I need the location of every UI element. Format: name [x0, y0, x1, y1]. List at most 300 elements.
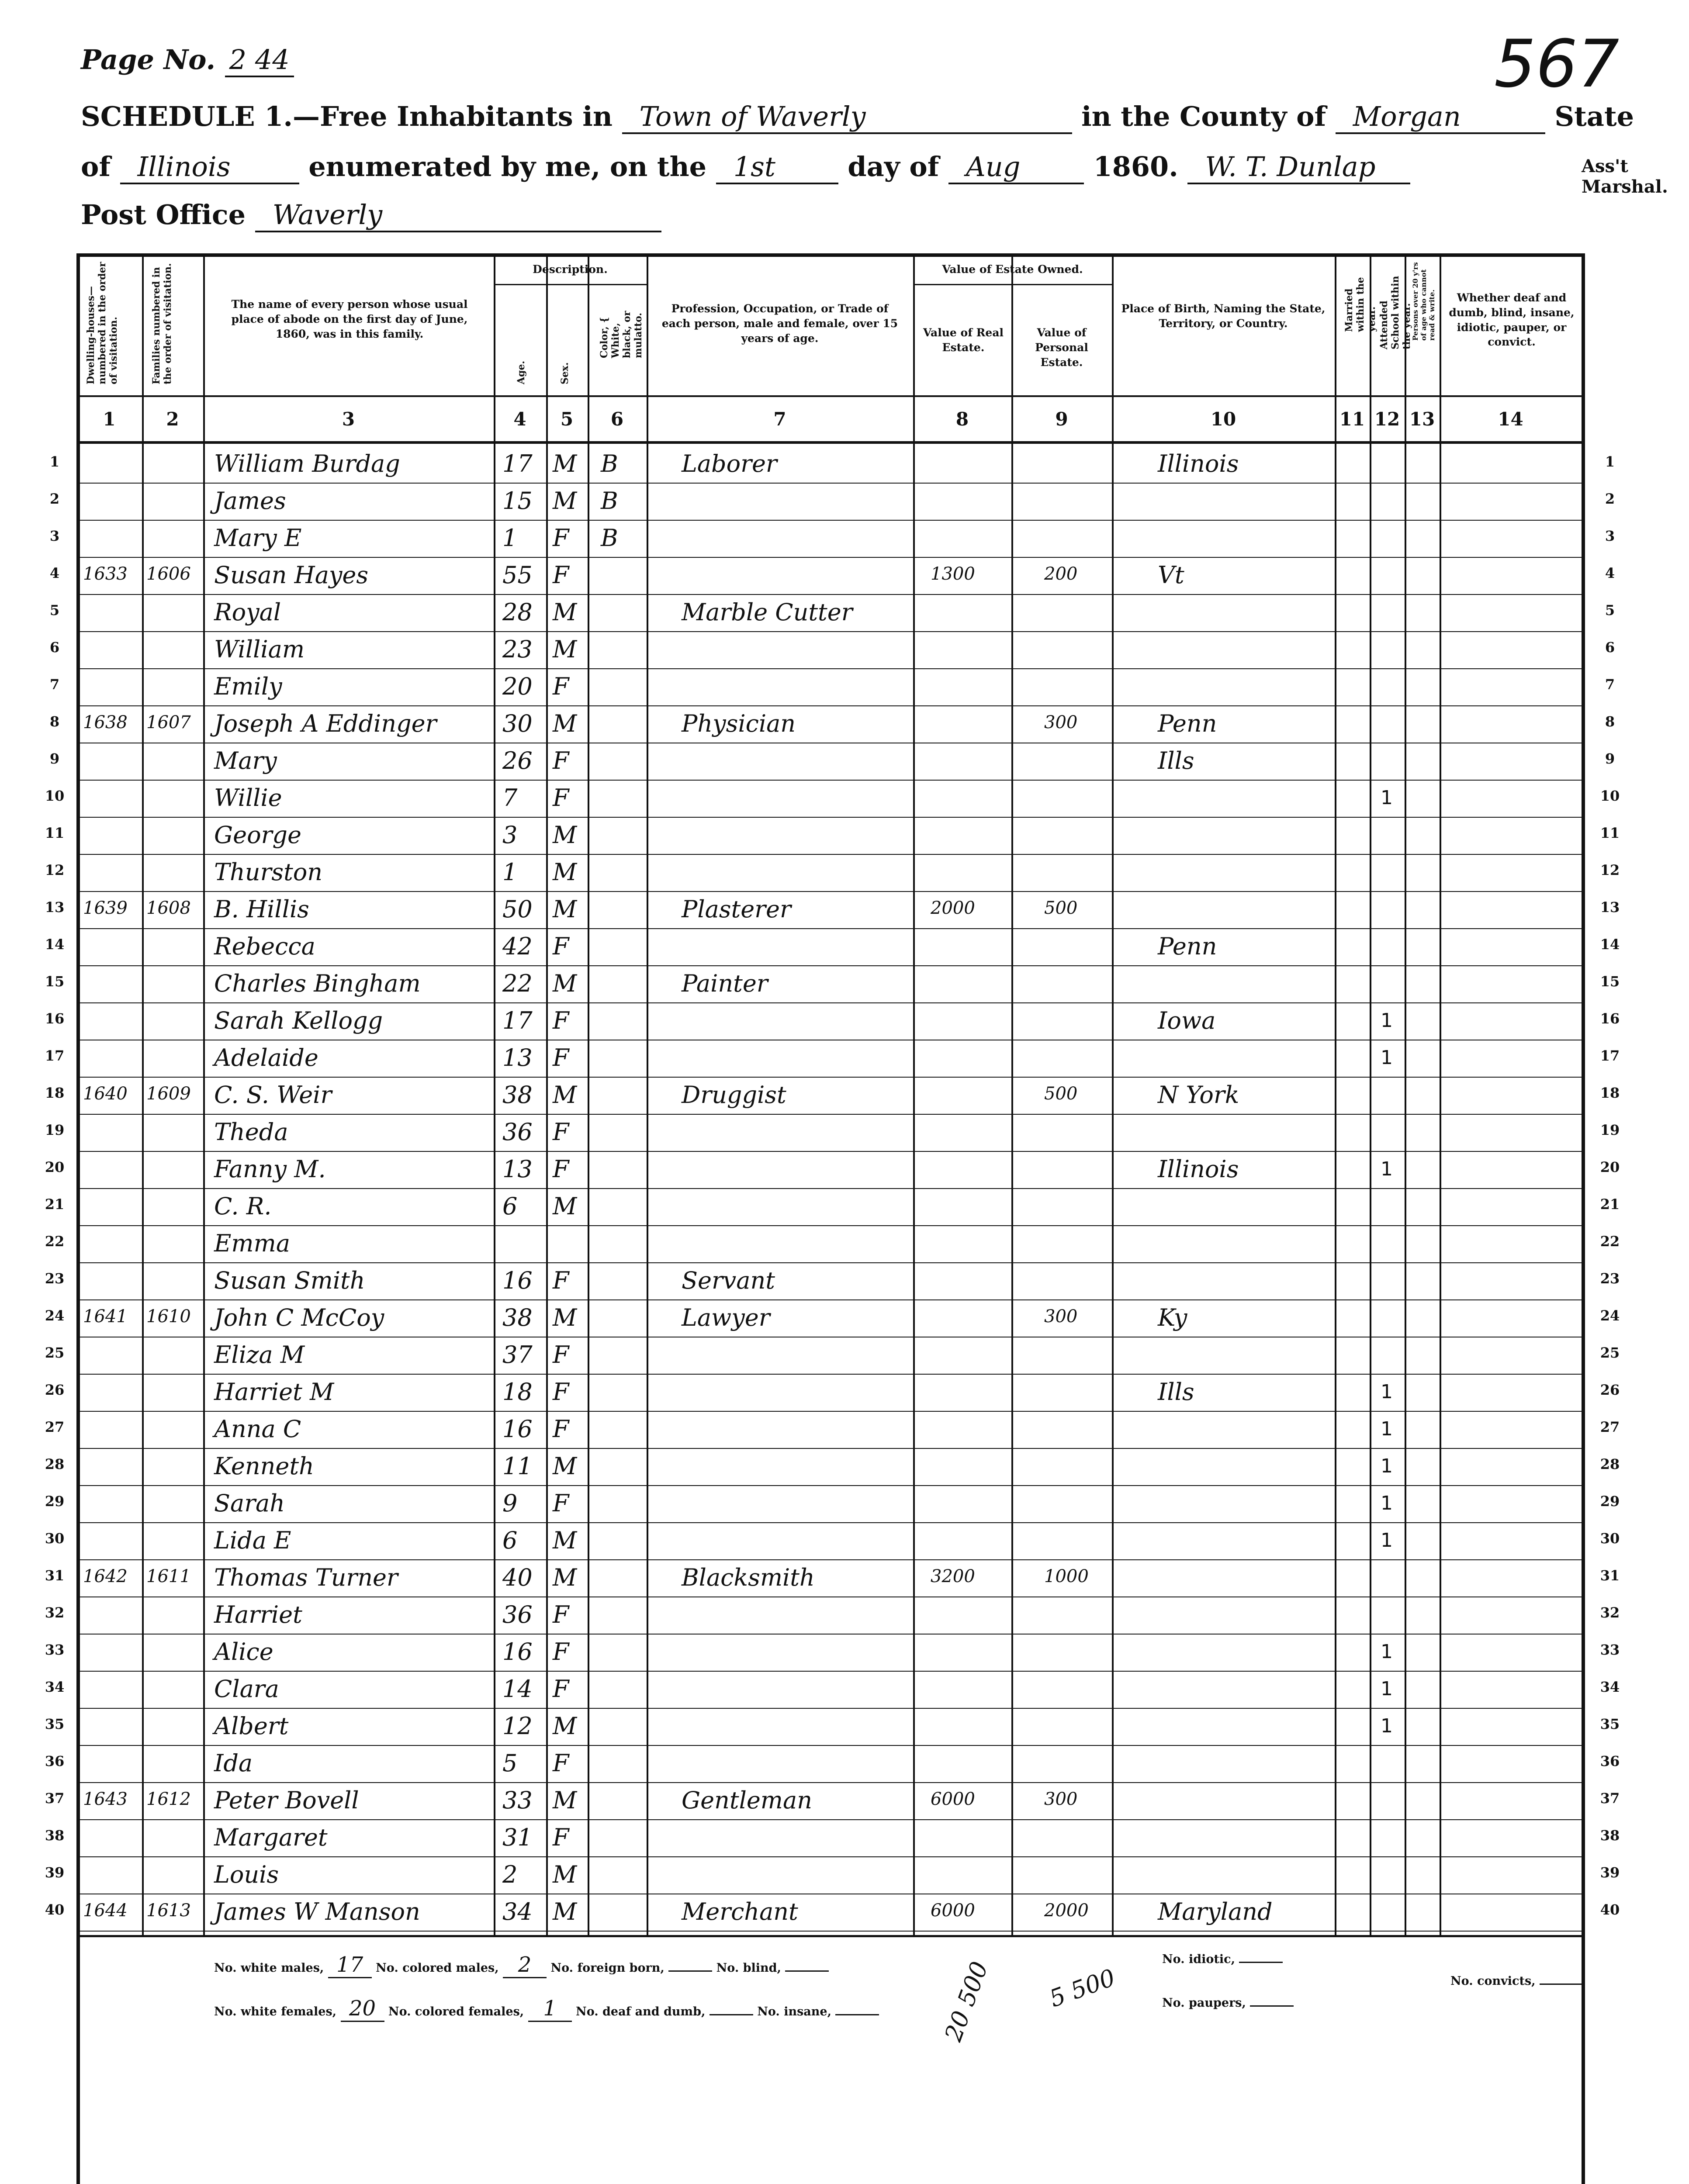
family-number: 1611 [146, 1566, 191, 1586]
person-occupation: Plasterer [682, 895, 791, 923]
person-color: B [601, 524, 618, 552]
column-rule [1440, 253, 1441, 1935]
row-number-right: 18 [1600, 1085, 1620, 1101]
row-number-left: 36 [45, 1753, 65, 1769]
year: 1860. [1093, 151, 1178, 183]
dwelling-number: 1633 [83, 564, 128, 584]
row-number-left: 25 [45, 1344, 65, 1361]
row-number-left: 21 [45, 1196, 65, 1213]
person-sex: M [553, 598, 577, 626]
person-age: 31 [502, 1824, 533, 1851]
col4-header: Age. [516, 360, 527, 384]
attended-school-mark: 1 [1381, 1715, 1393, 1737]
row-number-right: 30 [1600, 1530, 1620, 1547]
person-occupation: Blacksmith [682, 1564, 815, 1591]
column-rule [546, 253, 548, 1935]
col8-header: Value of Real Estate. [923, 326, 1004, 354]
person-name: Lida E [214, 1527, 291, 1554]
attended-school-mark: 1 [1381, 1381, 1393, 1403]
row-rule [76, 1002, 1582, 1003]
paupers-count [1250, 2005, 1294, 2007]
row-number-right: 29 [1600, 1493, 1620, 1510]
dwelling-number: 1644 [83, 1901, 128, 1921]
row-number-left: 16 [45, 1010, 65, 1027]
person-sex: M [553, 1304, 577, 1331]
person-age: 14 [502, 1675, 533, 1703]
foreign-born-count [668, 1970, 712, 1972]
row-number-right: 7 [1605, 676, 1615, 693]
person-age: 26 [502, 747, 533, 774]
marshal-label: Ass't Marshal. [1582, 156, 1668, 197]
row-rule [76, 631, 1582, 632]
real-estate-total: 20 500 [939, 1958, 993, 2045]
person-name: Albert [214, 1712, 289, 1740]
estate-header: Value of Estate Owned. [942, 263, 1083, 276]
day-of-label: day of [848, 151, 939, 183]
row-rule [76, 594, 1582, 595]
row-number-right: 2 [1605, 491, 1615, 507]
attended-school-mark: 1 [1381, 1455, 1393, 1477]
person-name: Ida [214, 1749, 253, 1777]
attended-school-mark: 1 [1381, 1047, 1393, 1069]
row-rule [76, 1931, 1582, 1932]
person-color: B [601, 487, 618, 515]
white-males-count: 17 [328, 1952, 372, 1978]
row-number-left: 8 [49, 713, 60, 730]
column-rule [1335, 253, 1336, 1935]
foreign-born-label: No. foreign born, [550, 1961, 665, 1975]
person-age: 12 [502, 1712, 533, 1740]
of-label: of [81, 151, 111, 183]
person-name: Mary [214, 747, 277, 774]
person-age: 17 [502, 1007, 533, 1034]
person-sex: F [553, 1007, 569, 1034]
row-rule [76, 1114, 1582, 1115]
attended-school-mark: 1 [1381, 1529, 1393, 1552]
place-of-birth: Illinois [1158, 450, 1239, 477]
row-rule [76, 1522, 1582, 1523]
person-age: 18 [502, 1378, 533, 1406]
row-number-right: 31 [1600, 1567, 1620, 1584]
row-number-right: 23 [1600, 1270, 1620, 1287]
person-age: 16 [502, 1415, 533, 1443]
person-occupation: Laborer [682, 450, 777, 477]
person-sex: F [553, 1044, 569, 1071]
person-name: Harriet M [214, 1378, 334, 1406]
row-number-right: 35 [1600, 1716, 1620, 1732]
row-rule [76, 1856, 1582, 1857]
col5-header: Sex. [559, 362, 571, 384]
place-of-birth: Vt [1158, 561, 1184, 589]
person-name: Thomas Turner [214, 1564, 398, 1591]
attended-school-mark: 1 [1381, 1158, 1393, 1180]
person-name: Eliza M [214, 1341, 305, 1368]
personal-estate-value: 300 [1044, 1789, 1078, 1809]
place-of-birth: Illinois [1158, 1155, 1239, 1183]
row-number-right: 16 [1600, 1010, 1620, 1027]
person-sex: F [553, 784, 569, 812]
person-sex: F [553, 1489, 569, 1517]
row-rule [76, 557, 1582, 558]
person-age: 40 [502, 1564, 533, 1591]
attended-school-mark: 1 [1381, 1418, 1393, 1440]
table-top-border [76, 253, 1582, 257]
person-sex: F [553, 1267, 569, 1294]
row-rule [76, 1782, 1582, 1783]
row-number-right: 13 [1600, 899, 1620, 916]
row-number-left: 29 [45, 1493, 65, 1510]
family-number: 1613 [146, 1901, 191, 1921]
person-name: Louis [214, 1861, 279, 1888]
person-occupation: Servant [682, 1267, 775, 1294]
row-number-left: 24 [45, 1307, 65, 1324]
person-sex: M [553, 450, 577, 477]
column-rule [1370, 253, 1371, 1935]
person-name: Anna C [214, 1415, 301, 1443]
row-number-left: 4 [49, 565, 60, 581]
person-age: 11 [502, 1452, 533, 1480]
person-age: 7 [502, 784, 518, 812]
colored-females-label: No. colored females, [388, 2005, 524, 2018]
idiotic-label: No. idiotic, [1162, 1952, 1235, 1966]
deaf-dumb-count [710, 2014, 753, 2015]
attended-school-mark: 1 [1381, 787, 1393, 809]
column-number-4: 4 [513, 408, 526, 430]
person-name: Emily [214, 673, 282, 700]
post-office: Waverly [255, 199, 661, 232]
column-rule [1405, 253, 1406, 1935]
personal-estate-value: 500 [1044, 898, 1078, 918]
row-number-right: 27 [1600, 1419, 1620, 1435]
row-number-right: 28 [1600, 1456, 1620, 1472]
family-number: 1612 [146, 1789, 191, 1809]
person-sex: F [553, 1415, 569, 1443]
row-rule [76, 483, 1582, 484]
row-rule [76, 1559, 1582, 1560]
column-number-1: 1 [103, 408, 116, 430]
person-sex: F [553, 1378, 569, 1406]
footer-convicts [1450, 1974, 1583, 1988]
person-name: Susan Hayes [214, 561, 369, 589]
family-number: 1606 [146, 564, 191, 584]
description-header: Description. [533, 263, 608, 276]
row-number-left: 30 [45, 1530, 65, 1547]
person-age: 55 [502, 561, 533, 589]
person-name: B. Hillis [214, 895, 309, 923]
person-name: Adelaide [214, 1044, 318, 1071]
row-number-right: 20 [1600, 1159, 1620, 1175]
row-number-right: 26 [1600, 1382, 1620, 1398]
row-number-left: 32 [45, 1604, 65, 1621]
row-rule [76, 1708, 1582, 1709]
personal-estate-value: 300 [1044, 1306, 1078, 1327]
row-number-right: 33 [1600, 1641, 1620, 1658]
footer-row-2 [214, 1996, 879, 2022]
person-name: Clara [214, 1675, 279, 1703]
real-estate-value: 3200 [931, 1566, 975, 1586]
row-rule [76, 1262, 1582, 1263]
col7-header: Profession, Occupation, or Trade of each person, male and female, over 15 years of age. [661, 302, 898, 345]
column-rule [1112, 253, 1114, 1935]
person-occupation: Painter [682, 970, 768, 997]
person-age: 50 [502, 895, 533, 923]
row-rule [76, 891, 1582, 892]
white-females-count: 20 [341, 1996, 384, 2022]
person-age: 36 [502, 1118, 533, 1146]
person-sex: F [553, 747, 569, 774]
state-label: State [1554, 100, 1634, 132]
person-sex: F [553, 561, 569, 589]
person-age: 2 [502, 1861, 518, 1888]
footer-divider [76, 1935, 1582, 1937]
place-of-birth: N York [1158, 1081, 1239, 1109]
row-rule [76, 1671, 1582, 1672]
row-rule [76, 1485, 1582, 1486]
row-rule [76, 817, 1582, 818]
place-of-birth: Penn [1158, 933, 1217, 960]
col9-header: Value of Personal Estate. [1035, 326, 1088, 369]
row-number-right: 6 [1605, 639, 1615, 656]
person-name: Kenneth [214, 1452, 314, 1480]
person-sex: M [553, 487, 577, 515]
person-color: B [601, 450, 618, 477]
row-rule [76, 1188, 1582, 1189]
person-sex: M [553, 1564, 577, 1591]
dwelling-number: 1642 [83, 1566, 128, 1586]
column-number-7: 7 [773, 408, 786, 430]
footer-row-1 [214, 1952, 829, 1978]
person-occupation: Gentleman [682, 1787, 812, 1814]
person-sex: F [553, 524, 569, 552]
row-rule [76, 1374, 1582, 1375]
row-number-left: 17 [45, 1047, 65, 1064]
row-number-right: 22 [1600, 1233, 1620, 1250]
place-of-birth: Penn [1158, 710, 1217, 737]
row-rule [76, 705, 1582, 706]
attended-school-mark: 1 [1381, 1678, 1393, 1700]
row-number-right: 10 [1600, 788, 1620, 804]
column-number-14: 14 [1498, 408, 1523, 430]
row-rule [76, 1819, 1582, 1820]
column-rule [913, 253, 915, 1935]
person-name: Royal [214, 598, 281, 626]
place-of-birth: Iowa [1158, 1007, 1216, 1034]
deaf-dumb-label: No. deaf and dumb, [576, 2005, 706, 2018]
colored-females-count: 1 [528, 1996, 572, 2022]
row-number-right: 11 [1600, 825, 1620, 841]
row-number-left: 13 [45, 899, 65, 916]
row-rule [76, 928, 1582, 929]
row-number-left: 19 [45, 1122, 65, 1138]
person-name: George [214, 821, 301, 849]
row-number-left: 1 [49, 453, 60, 470]
paupers-label: No. paupers, [1162, 1996, 1246, 2010]
person-sex: F [553, 673, 569, 700]
schedule-title-line [81, 100, 1634, 134]
col3-header: The name of every person whose usual place of abode on the first day of June, 1860, was in this family. [231, 298, 468, 340]
attended-school-mark: 1 [1381, 1492, 1393, 1514]
person-sex: M [553, 1452, 577, 1480]
row-number-left: 11 [45, 825, 65, 841]
person-sex: M [553, 1898, 577, 1925]
personal-estate-value: 1000 [1044, 1566, 1089, 1586]
column-number-5: 5 [560, 408, 574, 430]
person-sex: F [553, 1118, 569, 1146]
row-number-left: 34 [45, 1679, 65, 1695]
row-number-left: 2 [49, 491, 60, 507]
person-sex: M [553, 858, 577, 886]
idiotic-count [1239, 1962, 1283, 1963]
row-rule [76, 854, 1582, 855]
column-rule [203, 253, 205, 1935]
person-name: Theda [214, 1118, 288, 1146]
header-divider [76, 395, 1582, 397]
person-age: 9 [502, 1489, 518, 1517]
row-rule [76, 965, 1582, 966]
post-office-label: Post Office [81, 199, 246, 231]
person-occupation: Merchant [682, 1898, 798, 1925]
row-number-left: 28 [45, 1456, 65, 1472]
row-number-left: 38 [45, 1827, 65, 1844]
row-number-left: 15 [45, 973, 65, 990]
marshal-signature: W. T. Dunlap [1187, 151, 1410, 184]
person-sex: M [553, 710, 577, 737]
person-age: 38 [502, 1304, 533, 1331]
person-name: C. S. Weir [214, 1081, 332, 1109]
row-rule [76, 668, 1582, 669]
page-number-line [81, 44, 294, 77]
footer-idiotic [1162, 1952, 1283, 1966]
personal-estate-value: 300 [1044, 712, 1078, 733]
real-estate-value: 6000 [931, 1789, 975, 1809]
real-estate-value: 2000 [931, 898, 975, 918]
place-of-birth: Maryland [1158, 1898, 1273, 1925]
personal-estate-value: 2000 [1044, 1901, 1089, 1921]
row-number-right: 8 [1605, 713, 1615, 730]
row-number-left: 22 [45, 1233, 65, 1250]
column-number-8: 8 [955, 408, 969, 430]
person-name: Fanny M. [214, 1155, 326, 1183]
white-males-label: No. white males, [214, 1961, 324, 1975]
enumeration-line [81, 151, 1410, 184]
person-age: 1 [502, 858, 518, 886]
person-age: 6 [502, 1192, 518, 1220]
personal-estate-value: 500 [1044, 1084, 1078, 1104]
number-row-divider [76, 441, 1582, 444]
person-age: 16 [502, 1638, 533, 1666]
row-number-right: 3 [1605, 528, 1615, 544]
person-sex: M [553, 821, 577, 849]
row-number-right: 37 [1600, 1790, 1620, 1807]
column-rule [1011, 253, 1013, 1935]
row-number-right: 4 [1605, 565, 1615, 581]
person-name: Peter Bovell [214, 1787, 359, 1814]
col6-header: Color, { White, black, or mulatto. [599, 311, 644, 358]
col11-header: Married within the year. [1343, 277, 1378, 332]
row-number-right: 36 [1600, 1753, 1620, 1769]
family-number: 1610 [146, 1306, 191, 1327]
row-number-right: 5 [1605, 602, 1615, 619]
schedule-title: SCHEDULE 1.—Free Inhabitants in [81, 100, 613, 132]
row-number-left: 35 [45, 1716, 65, 1732]
person-name: William [214, 636, 305, 663]
row-number-right: 14 [1600, 936, 1620, 953]
person-age: 38 [502, 1081, 533, 1109]
row-number-right: 34 [1600, 1679, 1620, 1695]
place-of-birth: Ills [1158, 747, 1194, 774]
township: Town of Waverly [622, 100, 1072, 134]
post-office-line [81, 199, 661, 232]
row-number-right: 15 [1600, 973, 1620, 990]
person-age: 6 [502, 1527, 518, 1554]
day: 1st [716, 151, 838, 184]
person-sex: M [553, 1192, 577, 1220]
person-name: C. R. [214, 1192, 272, 1220]
row-rule [76, 1745, 1582, 1746]
state: Illinois [120, 151, 299, 184]
person-age: 37 [502, 1341, 533, 1368]
person-age: 3 [502, 821, 518, 849]
row-number-right: 25 [1600, 1344, 1620, 1361]
dwelling-number: 1640 [83, 1084, 128, 1104]
column-number-9: 9 [1055, 408, 1068, 430]
person-name: James W Manson [214, 1898, 420, 1925]
person-age: 16 [502, 1267, 533, 1294]
person-sex: M [553, 1712, 577, 1740]
person-age: 34 [502, 1898, 533, 1925]
white-females-label: No. white females, [214, 2005, 337, 2018]
row-rule [76, 1077, 1582, 1078]
col13-header: Persons over 20 y'rs of age who cannot read & write. [1411, 262, 1436, 341]
person-name: Alice [214, 1638, 273, 1666]
dwelling-number: 1643 [83, 1789, 128, 1809]
row-rule [76, 1634, 1582, 1635]
row-number-left: 12 [45, 862, 65, 878]
person-age: 5 [502, 1749, 518, 1777]
column-rule [142, 253, 144, 1935]
row-number-left: 14 [45, 936, 65, 953]
convicts-count [1540, 1984, 1583, 1985]
dwelling-number: 1639 [83, 898, 128, 918]
real-estate-value: 6000 [931, 1901, 975, 1921]
row-number-right: 12 [1600, 862, 1620, 878]
person-age: 17 [502, 450, 533, 477]
dwelling-number: 1641 [83, 1306, 128, 1327]
column-number-10: 10 [1210, 408, 1236, 430]
family-number: 1607 [146, 712, 191, 733]
row-rule [76, 780, 1582, 781]
person-age: 42 [502, 933, 533, 960]
person-name: Mary E [214, 524, 302, 552]
row-number-left: 37 [45, 1790, 65, 1807]
row-number-left: 7 [49, 676, 60, 693]
person-name: Sarah Kellogg [214, 1007, 383, 1034]
row-number-right: 24 [1600, 1307, 1620, 1324]
row-number-right: 39 [1600, 1864, 1620, 1881]
column-number-3: 3 [342, 408, 355, 430]
person-name: Willie [214, 784, 282, 812]
person-sex: M [553, 1787, 577, 1814]
page-number: 2 44 [225, 44, 294, 77]
insane-label: No. insane, [757, 2005, 831, 2018]
row-number-left: 20 [45, 1159, 65, 1175]
person-age: 33 [502, 1787, 533, 1814]
person-sex: M [553, 895, 577, 923]
person-name: Rebecca [214, 933, 315, 960]
person-sex: M [553, 1081, 577, 1109]
person-age: 30 [502, 710, 533, 737]
col1-header: Dwelling-houses—numbered in the order of visitation. [85, 262, 119, 384]
